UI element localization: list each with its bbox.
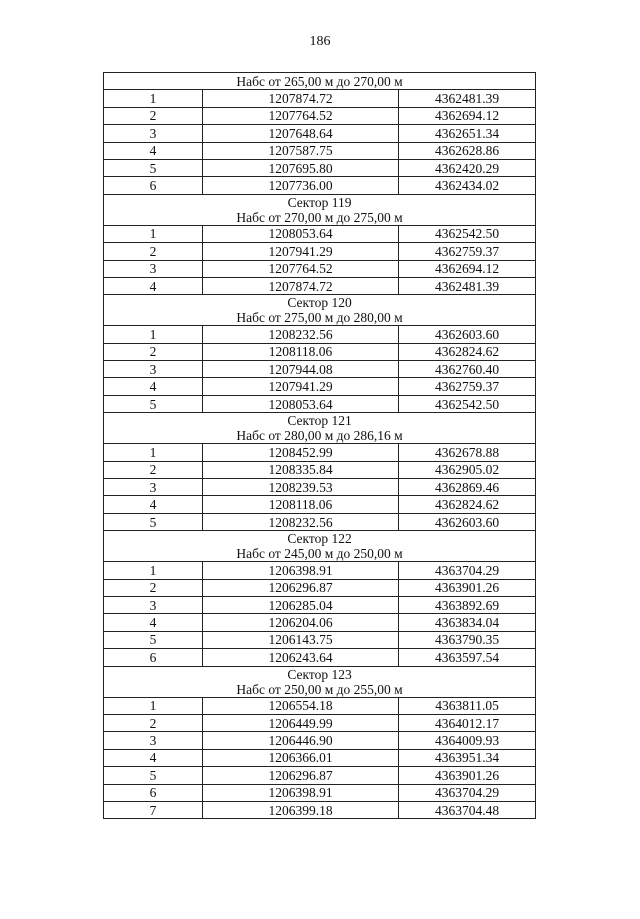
sector-header-cell bbox=[104, 531, 536, 562]
point-number: 3 bbox=[104, 125, 203, 142]
point-number: 2 bbox=[104, 243, 203, 260]
table-row bbox=[104, 767, 536, 784]
coordinate-y: 4362628.86 bbox=[399, 142, 536, 159]
point-number: 3 bbox=[104, 479, 203, 496]
sector-title: Сектор 119 bbox=[287, 194, 352, 210]
coordinate-y: 4364009.93 bbox=[399, 732, 536, 749]
table-row bbox=[104, 243, 536, 260]
point-number: 5 bbox=[104, 767, 203, 784]
coordinate-y: 4362824.62 bbox=[399, 496, 536, 513]
coordinate-y: 4364012.17 bbox=[399, 714, 536, 731]
coordinate-x: 1206449.99 bbox=[203, 714, 399, 731]
point-number: 5 bbox=[104, 631, 203, 648]
table-row bbox=[104, 90, 536, 107]
table-row bbox=[104, 343, 536, 360]
sector-header-cell bbox=[104, 194, 536, 225]
sector-header-cell bbox=[104, 73, 536, 90]
coordinate-y: 4363790.35 bbox=[399, 631, 536, 648]
table-row bbox=[104, 513, 536, 530]
point-number: 7 bbox=[104, 801, 203, 818]
point-number: 4 bbox=[104, 496, 203, 513]
table-row bbox=[104, 395, 536, 412]
table-row bbox=[104, 649, 536, 666]
coordinate-x: 1206296.87 bbox=[203, 579, 399, 596]
coordinate-x: 1207874.72 bbox=[203, 277, 399, 294]
table-row bbox=[104, 596, 536, 613]
page-number: 186 bbox=[309, 34, 331, 49]
sector-title: Сектор 120 bbox=[287, 295, 352, 311]
table-row bbox=[104, 562, 536, 579]
sector-title: Сектор 123 bbox=[287, 666, 352, 682]
coordinate-x: 1206143.75 bbox=[203, 631, 399, 648]
coordinate-x: 1206204.06 bbox=[203, 614, 399, 631]
coordinate-y: 4362603.60 bbox=[399, 513, 536, 530]
coordinate-y: 4362759.37 bbox=[399, 378, 536, 395]
coordinate-y: 4362542.50 bbox=[399, 225, 536, 242]
coordinate-y: 4362694.12 bbox=[399, 260, 536, 277]
table-row bbox=[104, 107, 536, 124]
coordinate-y: 4362420.29 bbox=[399, 159, 536, 176]
coordinate-y: 4362694.12 bbox=[399, 107, 536, 124]
coordinate-x: 1208335.84 bbox=[203, 461, 399, 478]
sector-header-row bbox=[104, 531, 536, 562]
coordinate-y: 4363704.29 bbox=[399, 784, 536, 801]
coordinate-x: 1207648.64 bbox=[203, 125, 399, 142]
table-row bbox=[104, 697, 536, 714]
point-number: 2 bbox=[104, 714, 203, 731]
sector-title: Сектор 122 bbox=[287, 531, 352, 547]
coordinate-y: 4362542.50 bbox=[399, 395, 536, 412]
coordinate-y: 4362603.60 bbox=[399, 326, 536, 343]
coordinate-x: 1206446.90 bbox=[203, 732, 399, 749]
coordinate-x: 1206554.18 bbox=[203, 697, 399, 714]
coordinate-x: 1206366.01 bbox=[203, 749, 399, 766]
height-range: Набс от 270,00 м до 275,00 м bbox=[236, 209, 403, 225]
table-row bbox=[104, 326, 536, 343]
coordinate-y: 4362651.34 bbox=[399, 125, 536, 142]
sector-header-row bbox=[104, 295, 536, 326]
point-number: 5 bbox=[104, 159, 203, 176]
height-range: Набс от 275,00 м до 280,00 м bbox=[236, 310, 403, 326]
coordinate-y: 4363892.69 bbox=[399, 596, 536, 613]
coordinate-x: 1207587.75 bbox=[203, 142, 399, 159]
point-number: 2 bbox=[104, 461, 203, 478]
coordinate-y: 4363901.26 bbox=[399, 579, 536, 596]
coordinate-x: 1207736.00 bbox=[203, 177, 399, 194]
point-number: 1 bbox=[104, 326, 203, 343]
table-row bbox=[104, 125, 536, 142]
table-row bbox=[104, 260, 536, 277]
coordinate-x: 1208452.99 bbox=[203, 444, 399, 461]
point-number: 2 bbox=[104, 107, 203, 124]
table-row bbox=[104, 444, 536, 461]
coordinate-x: 1206243.64 bbox=[203, 649, 399, 666]
table-row bbox=[104, 614, 536, 631]
point-number: 5 bbox=[104, 395, 203, 412]
point-number: 1 bbox=[104, 562, 203, 579]
sector-header-row bbox=[104, 73, 536, 90]
coordinate-x: 1207941.29 bbox=[203, 378, 399, 395]
coordinate-x: 1208239.53 bbox=[203, 479, 399, 496]
coordinates-table-body bbox=[104, 73, 536, 819]
coordinate-x: 1208232.56 bbox=[203, 326, 399, 343]
coordinate-x: 1206399.18 bbox=[203, 801, 399, 818]
coordinate-y: 4362678.88 bbox=[399, 444, 536, 461]
coordinate-y: 4363811.05 bbox=[399, 697, 536, 714]
coordinate-y: 4363834.04 bbox=[399, 614, 536, 631]
point-number: 4 bbox=[104, 614, 203, 631]
point-number: 3 bbox=[104, 732, 203, 749]
point-number: 3 bbox=[104, 361, 203, 378]
coordinate-y: 4362824.62 bbox=[399, 343, 536, 360]
sector-header-row bbox=[104, 666, 536, 697]
table-row bbox=[104, 277, 536, 294]
point-number: 4 bbox=[104, 749, 203, 766]
coordinate-x: 1208118.06 bbox=[203, 343, 399, 360]
coordinate-y: 4362760.40 bbox=[399, 361, 536, 378]
table-row bbox=[104, 631, 536, 648]
table-row bbox=[104, 732, 536, 749]
coordinate-x: 1207764.52 bbox=[203, 107, 399, 124]
table-row bbox=[104, 461, 536, 478]
coordinate-x: 1208053.64 bbox=[203, 225, 399, 242]
coordinate-y: 4363597.54 bbox=[399, 649, 536, 666]
table-row bbox=[104, 142, 536, 159]
sector-header-cell bbox=[104, 413, 536, 444]
coordinate-x: 1208232.56 bbox=[203, 513, 399, 530]
point-number: 4 bbox=[104, 142, 203, 159]
point-number: 6 bbox=[104, 784, 203, 801]
coordinate-x: 1206285.04 bbox=[203, 596, 399, 613]
point-number: 3 bbox=[104, 260, 203, 277]
coordinate-x: 1208118.06 bbox=[203, 496, 399, 513]
coordinate-y: 4363704.48 bbox=[399, 801, 536, 818]
height-range: Набс от 265,00 м до 270,00 м bbox=[236, 73, 403, 89]
point-number: 1 bbox=[104, 90, 203, 107]
coordinate-y: 4362434.02 bbox=[399, 177, 536, 194]
table-row bbox=[104, 749, 536, 766]
coordinate-x: 1207695.80 bbox=[203, 159, 399, 176]
point-number: 5 bbox=[104, 513, 203, 530]
point-number: 4 bbox=[104, 378, 203, 395]
coordinate-x: 1207944.08 bbox=[203, 361, 399, 378]
coordinate-x: 1207764.52 bbox=[203, 260, 399, 277]
coordinate-y: 4362759.37 bbox=[399, 243, 536, 260]
point-number: 4 bbox=[104, 277, 203, 294]
sector-header-row bbox=[104, 413, 536, 444]
point-number: 2 bbox=[104, 343, 203, 360]
height-range: Набс от 280,00 м до 286,16 м bbox=[236, 428, 403, 444]
table-row bbox=[104, 225, 536, 242]
table-row bbox=[104, 496, 536, 513]
table-row bbox=[104, 714, 536, 731]
coordinates-table bbox=[103, 72, 536, 819]
point-number: 1 bbox=[104, 444, 203, 461]
coordinate-x: 1206296.87 bbox=[203, 767, 399, 784]
coordinate-x: 1207874.72 bbox=[203, 90, 399, 107]
coordinate-y: 4363951.34 bbox=[399, 749, 536, 766]
coordinate-y: 4362905.02 bbox=[399, 461, 536, 478]
point-number: 3 bbox=[104, 596, 203, 613]
sector-header-row bbox=[104, 194, 536, 225]
table-row bbox=[104, 177, 536, 194]
point-number: 2 bbox=[104, 579, 203, 596]
table-row bbox=[104, 479, 536, 496]
coordinate-x: 1206398.91 bbox=[203, 562, 399, 579]
sector-header-cell bbox=[104, 666, 536, 697]
height-range: Набс от 250,00 м до 255,00 м bbox=[236, 681, 403, 697]
coordinate-y: 4363704.29 bbox=[399, 562, 536, 579]
coordinate-x: 1207941.29 bbox=[203, 243, 399, 260]
table-row bbox=[104, 159, 536, 176]
table-row bbox=[104, 801, 536, 818]
table-row bbox=[104, 784, 536, 801]
coordinate-x: 1206398.91 bbox=[203, 784, 399, 801]
point-number: 6 bbox=[104, 649, 203, 666]
coordinate-y: 4362481.39 bbox=[399, 90, 536, 107]
coordinate-y: 4363901.26 bbox=[399, 767, 536, 784]
table-row bbox=[104, 361, 536, 378]
point-number: 1 bbox=[104, 225, 203, 242]
coordinate-y: 4362869.46 bbox=[399, 479, 536, 496]
point-number: 1 bbox=[104, 697, 203, 714]
sector-title: Сектор 121 bbox=[287, 413, 352, 429]
table-row bbox=[104, 378, 536, 395]
table-row bbox=[104, 579, 536, 596]
sector-header-cell bbox=[104, 295, 536, 326]
coordinate-x: 1208053.64 bbox=[203, 395, 399, 412]
height-range: Набс от 245,00 м до 250,00 м bbox=[236, 546, 403, 562]
coordinate-y: 4362481.39 bbox=[399, 277, 536, 294]
point-number: 6 bbox=[104, 177, 203, 194]
